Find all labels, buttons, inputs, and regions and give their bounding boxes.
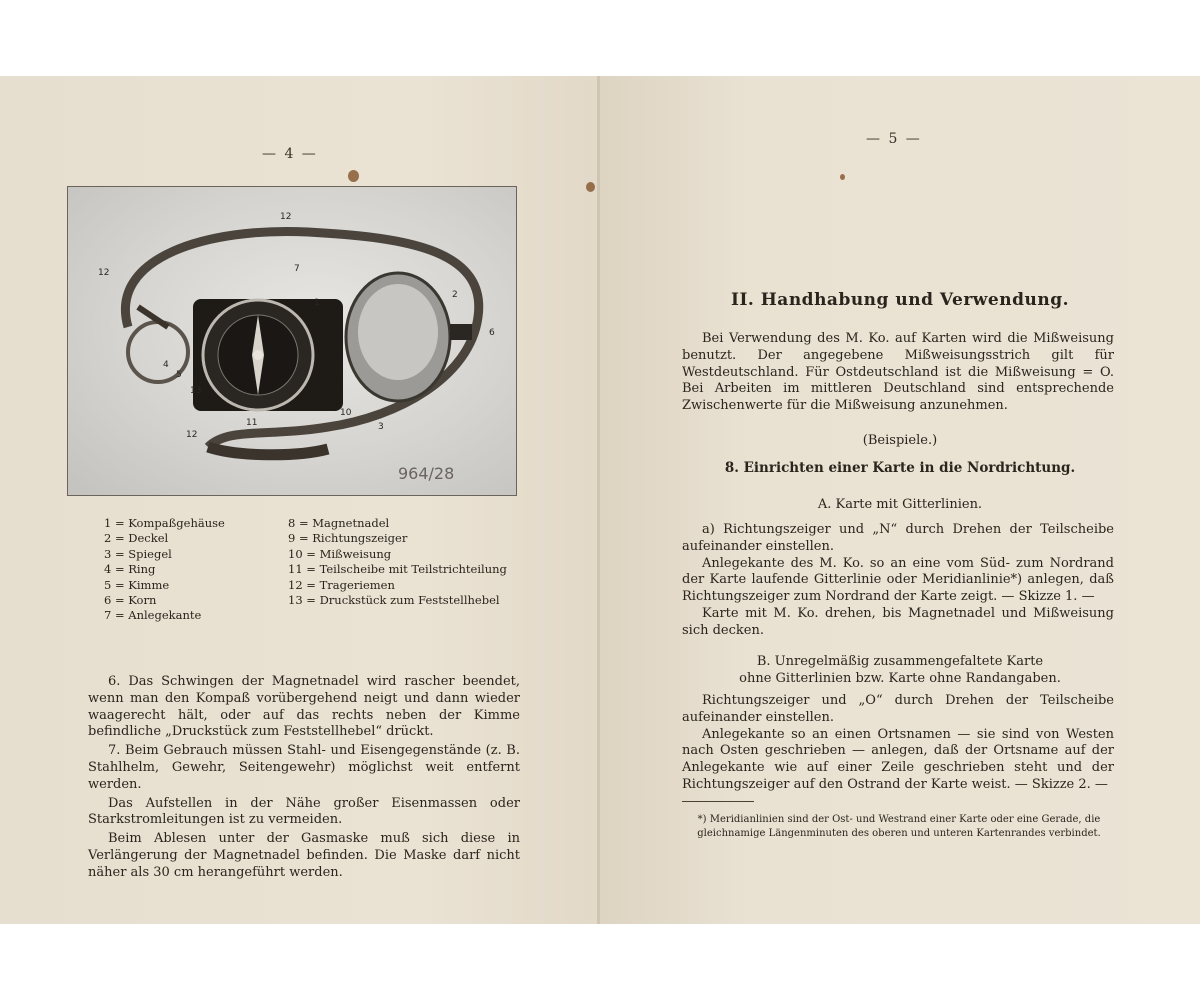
section-a-text [682, 522, 1114, 640]
intro-paragraph [682, 331, 1114, 415]
callout-label: 10 [340, 408, 352, 418]
page-number-right: — 5 — [866, 131, 922, 147]
paragraph: Das Aufstellen in der Nähe großer Eisenmassen oder Starkstromleitungen ist zu vermeiden. [88, 795, 520, 828]
section-8-heading: 8. Einrichten einer Karte in die Nordrichtung. [724, 460, 1076, 476]
callout-label: 6 [489, 328, 495, 338]
footnote-rule [682, 801, 754, 802]
legend-item: 1 = Kompaßgehäuse [104, 516, 225, 530]
legend-item: 11 = Teilscheibe mit Teilstrichteilung [288, 562, 507, 577]
stain-spot [840, 174, 845, 180]
paragraph: Anlegekante so an einen Ortsnamen — sie sind von Westen nach Osten geschrieben — anlegen, daß der Ortsname auf der Anlegekante wie auf einer Zeile geschrieben steht und der Richtungszeiger auf den Ostrand der Karte weist. — Skizze 2. — [682, 726, 1114, 792]
callout-label: 4 [163, 360, 169, 370]
callout-label: 7 [294, 264, 300, 274]
callout-label: 5 [176, 370, 182, 380]
legend-item: 4 = Ring [104, 562, 156, 577]
legend-item: 3 = Spiegel [104, 546, 172, 561]
paragraph: Anlegekante des M. Ko. so an eine vom Süd- zum Nordrand der Karte laufende Gitterlinie oder Meridianlinie*) anlegen, daß Richtungszeiger zum Nordrand der Karte zeigt. — Skizze 1. — [682, 555, 1114, 605]
footnote: *) Meridianlinien sind der Ost- und Westrand einer Karte oder eine Gerade, die gleichnamige Längenminuten des oberen und unteren Kartenrandes verbindet. [697, 814, 1101, 839]
legend-item: 9 = Richtungszeiger [288, 531, 408, 546]
page-left [0, 76, 598, 924]
legend-right [288, 516, 507, 608]
callout-label: 12 [280, 212, 292, 222]
paragraph: Bei Verwendung des M. Ko. auf Karten wird die Mißweisung benutzt. Der angegebene Mißweisungsstrich gilt für Westdeutschland. Für Ostdeutschland ist die Mißweisung = O. Bei Arbeiten im mittleren Deutschland sind entsprechende Zwischenwerte für die Mißweisung anzunehmen. [682, 331, 1114, 414]
paragraph: 7. Beim Gebrauch müssen Stahl- und Eisengegenstände (z. B. Stahlhelm, Gewehr, Seitengewehr) möglichst weit entfernt werden. [88, 743, 520, 792]
callout-label: 2 [452, 290, 458, 300]
compass-illustration [68, 187, 516, 495]
paragraph: 6. Das Schwingen der Magnetnadel wird rascher beendet, wenn man den Kompaß vorübergehend neigt und dann wieder waagerecht hält, oder auf das rechts neben der Kimme befindliche „Druckstück zum Feststellhebel“ drückt. [88, 674, 520, 740]
photo-stamp: 964/28 [398, 464, 455, 483]
legend-item: 12 = Trageriemen [288, 577, 395, 592]
callout-label: 1 [314, 298, 320, 308]
callout-label: 3 [378, 422, 384, 432]
page-number-left: — 4 — [262, 146, 318, 162]
legend-item: 8 = Magnetnadel [288, 516, 390, 530]
book-spread [0, 76, 1200, 924]
section-b-text [682, 693, 1114, 794]
callout-label: 11 [246, 418, 258, 428]
callout-label: 12 [98, 268, 110, 278]
legend-item: 13 = Druckstück zum Feststellhebel [288, 593, 500, 608]
legend-item: 7 = Anlegekante [104, 608, 202, 623]
callout-label: 13 [190, 386, 202, 396]
legend-item: 2 = Deckel [104, 531, 169, 546]
legend-left [104, 516, 225, 624]
legend-item: 10 = Mißweisung [288, 546, 392, 561]
paragraph: Beim Ablesen unter der Gasmaske muß sich diese in Verlängerung der Magnetnadel befinden. Die Maske darf nicht näher als 30 cm herangeführt werden. [88, 831, 520, 880]
paragraph: a) Richtungszeiger und „N“ durch Drehen der Teilscheibe aufeinander einstellen. [682, 522, 1114, 554]
paragraph: Karte mit M. Ko. drehen, bis Magnetnadel und Mißweisung sich decken. [682, 605, 1114, 638]
left-body-text [88, 674, 520, 882]
paragraph: Richtungszeiger und „O“ durch Drehen der Teilscheibe aufeinander einstellen. [682, 693, 1114, 725]
section-b-heading: B. Unregelmäßig zusammengefaltete Karte [756, 654, 1044, 669]
stain-spot [348, 170, 359, 182]
compass-photo [67, 186, 517, 496]
legend-item: 6 = Korn [104, 593, 157, 608]
chapter-heading: II. Handhabung und Verwendung. [731, 290, 1069, 310]
section-a-heading: A. Karte mit Gitterlinien. [817, 497, 983, 512]
callout-label: 12 [186, 430, 198, 440]
examples-label: (Beispiele.) [862, 433, 938, 448]
legend-item: 5 = Kimme [104, 577, 170, 592]
section-b-subheading: ohne Gitterlinien bzw. Karte ohne Randangaben. [739, 671, 1061, 686]
stain-spot [586, 182, 595, 192]
